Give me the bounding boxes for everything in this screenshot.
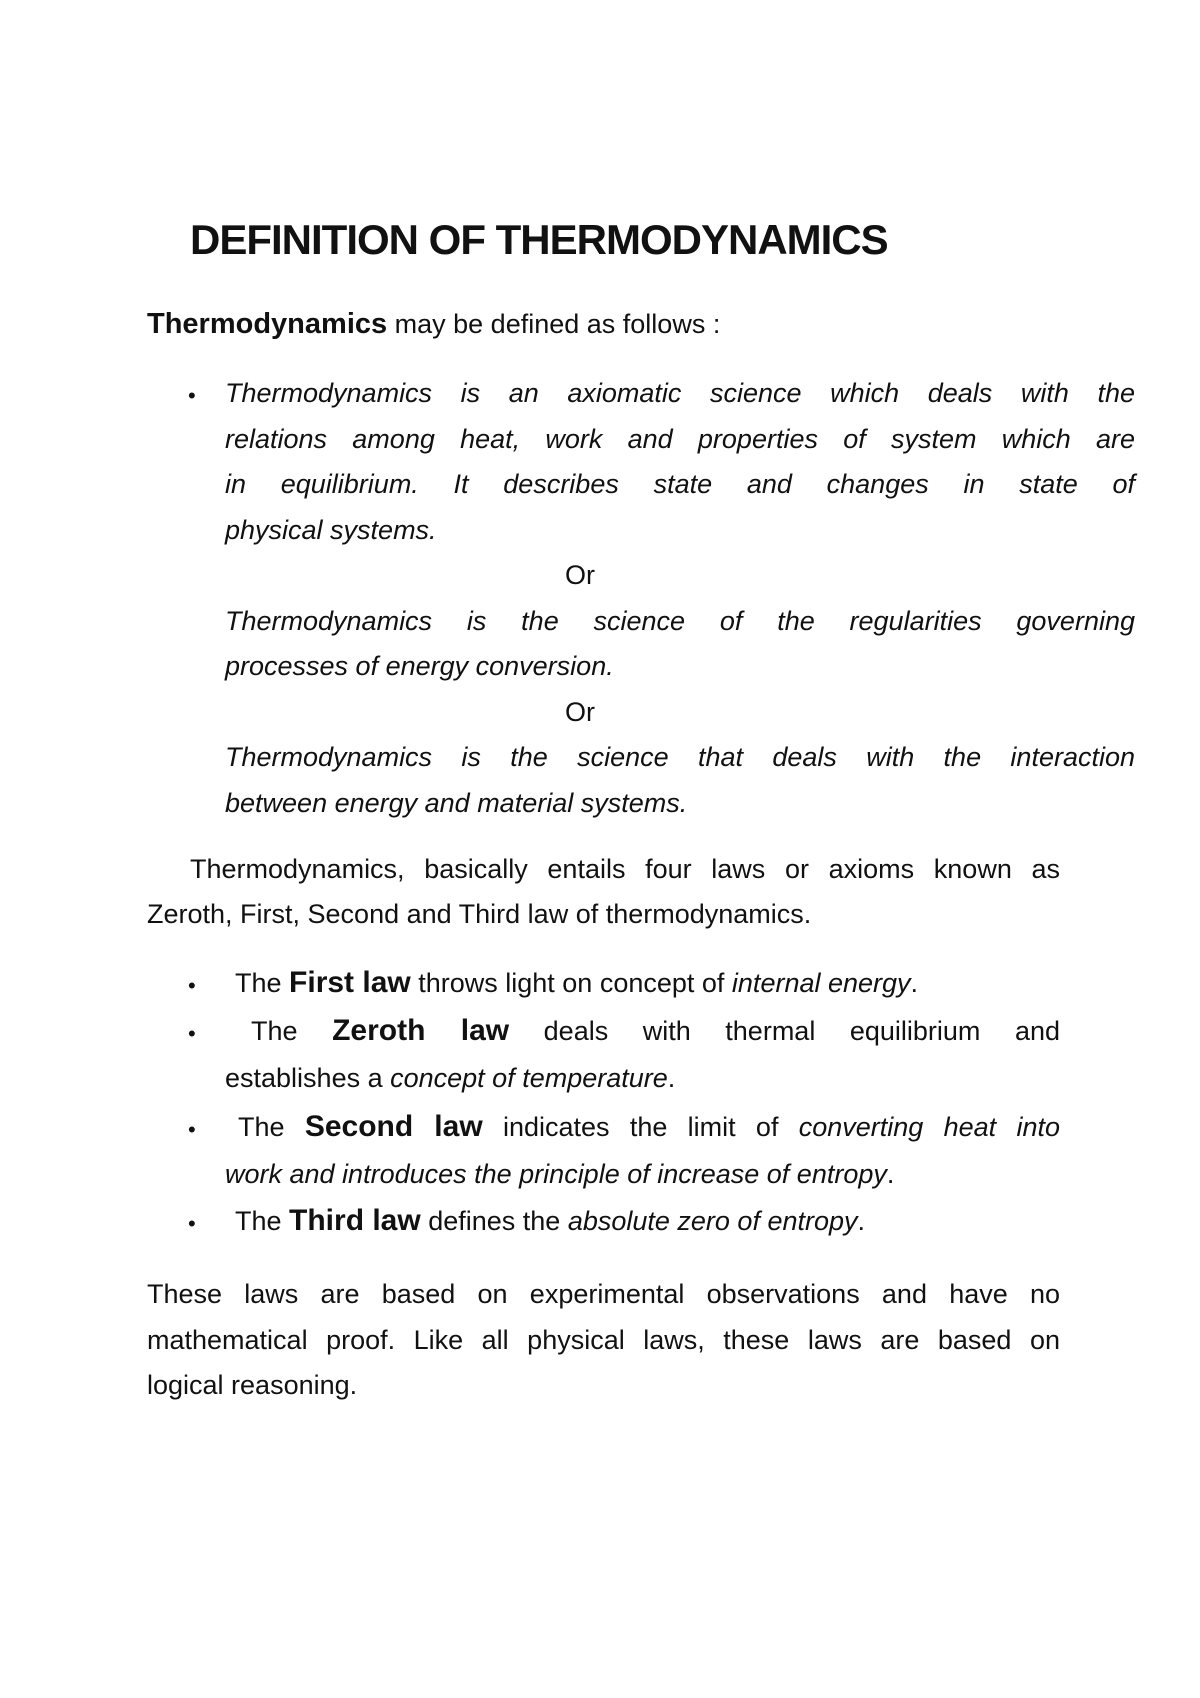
bullet-icon: •: [188, 1021, 196, 1046]
or-separator-1: Or: [565, 560, 595, 590]
first-law-name: First law: [289, 966, 411, 999]
definition-2-line-1: Thermodynamics is the science of the regularities governing: [225, 606, 1135, 636]
third-law-mid: defines the: [420, 1206, 568, 1236]
definition-1-line-4: physical systems.: [225, 515, 437, 545]
zeroth-law-item-line-2: [225, 1055, 675, 1101]
definition-3-line-2: between energy and material systems.: [225, 788, 688, 818]
third-law-name: Third law: [289, 1204, 421, 1237]
second-law-end: .: [886, 1159, 895, 1189]
page-title: DEFINITION OF THERMODYNAMICS: [190, 216, 888, 263]
first-law-end: .: [910, 968, 919, 998]
intro-line: [147, 308, 720, 341]
bullet-icon: •: [188, 383, 196, 408]
zeroth-law-l2a: establishes a: [225, 1063, 391, 1093]
second-law-item-line-1: [238, 1104, 1060, 1150]
second-law-pre: The: [238, 1112, 305, 1142]
paragraph-2-line-2: mathematical proof. Like all physical laws, these laws are based on: [147, 1325, 1060, 1355]
second-law-mid: indicates the limit of: [482, 1112, 799, 1142]
intro-term: Thermodynamics: [147, 308, 388, 340]
zeroth-law-end: .: [667, 1063, 676, 1093]
third-law-end: .: [857, 1206, 866, 1236]
bullet-icon: •: [188, 1117, 196, 1142]
definition-3-line-1: Thermodynamics is the science that deals with the interaction: [225, 742, 1135, 772]
zeroth-law-item-line-1: [251, 1008, 1060, 1054]
paragraph-2-line-1: These laws are based on experimental observations and have no: [147, 1279, 1060, 1309]
bullet-icon: •: [188, 973, 196, 998]
definition-2-line-2: processes of energy conversion.: [225, 651, 614, 681]
bullet-icon: •: [188, 1211, 196, 1236]
paragraph-1-line-2: Zeroth, First, Second and Third law of thermodynamics.: [147, 899, 812, 929]
definition-1-line-1: Thermodynamics is an axiomatic science which deals with the: [225, 378, 1135, 408]
first-law-item: [235, 960, 918, 1006]
second-law-name: Second law: [304, 1110, 483, 1143]
first-law-emphasis: internal energy: [731, 968, 911, 998]
zeroth-law-mid: deals with thermal equilibrium and: [509, 1016, 1060, 1046]
second-law-emphasis-1: converting heat into: [798, 1112, 1060, 1142]
third-law-item: [235, 1198, 865, 1244]
second-law-emphasis-2: work and introduces the principle of increase of entropy: [225, 1159, 887, 1189]
paragraph-1-line-1: Thermodynamics, basically entails four laws or axioms known as: [190, 854, 1060, 884]
zeroth-law-name: Zeroth law: [332, 1014, 510, 1047]
intro-rest: may be defined as follows :: [387, 309, 721, 339]
third-law-pre: The: [235, 1206, 290, 1236]
zeroth-law-pre: The: [251, 1016, 333, 1046]
definition-1-line-2: relations among heat, work and properties of system which are: [225, 424, 1135, 454]
zeroth-law-emphasis: concept of temperature: [390, 1063, 668, 1093]
or-separator-2: Or: [565, 697, 595, 727]
paragraph-2-line-3: logical reasoning.: [147, 1370, 358, 1400]
first-law-mid: throws light on concept of: [410, 968, 732, 998]
third-law-emphasis: absolute zero of entropy: [567, 1206, 858, 1236]
definition-1-line-3: in equilibrium. It describes state and changes in state of: [225, 469, 1135, 499]
first-law-pre: The: [235, 968, 290, 998]
second-law-item-line-2: [225, 1151, 894, 1197]
